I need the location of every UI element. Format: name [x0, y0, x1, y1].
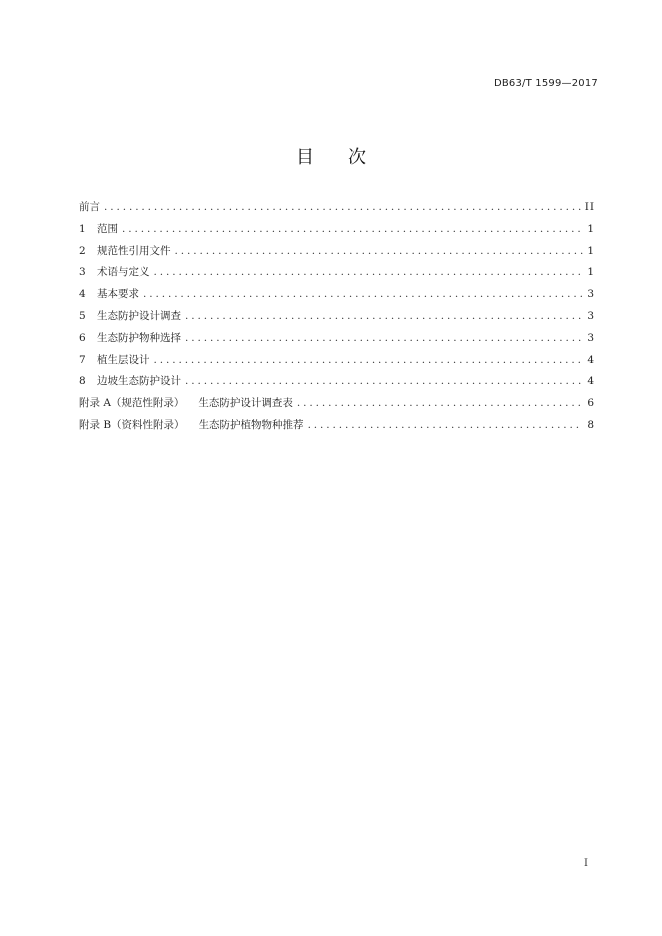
toc-leader-dots	[104, 201, 581, 213]
page-number: I	[584, 858, 588, 869]
toc-leader-dots	[143, 288, 583, 300]
toc-page-number: 6	[587, 397, 595, 410]
toc-entry-number: 8	[79, 375, 86, 388]
toc-entry-vegetation-layer[interactable]	[79, 352, 595, 374]
toc-page-number: 3	[587, 288, 595, 301]
toc-entry-label: 边坡生态防护设计	[97, 375, 181, 388]
toc-entry-label: 植生层设计	[97, 353, 150, 366]
toc-page-number: 1	[587, 222, 595, 235]
toc-appendix-prefix: 附录 A（规范性附录）	[79, 397, 185, 410]
toc-entry-number: 6	[79, 331, 86, 344]
toc-page-number: 4	[587, 375, 595, 388]
toc-entry-number: 7	[79, 353, 86, 366]
toc-entry-label: 前言	[79, 201, 100, 213]
toc-leader-dots	[297, 397, 583, 409]
toc-leader-dots	[154, 354, 584, 366]
toc-page-number: 3	[587, 331, 595, 344]
toc-entry-label: 生态防护设计调查表	[198, 397, 293, 410]
toc-entry-design-survey[interactable]	[79, 308, 595, 330]
toc-leader-dots	[185, 375, 583, 387]
toc-entry-label: 术语与定义	[97, 266, 150, 279]
toc-leader-dots	[154, 266, 584, 278]
toc-entry-slope-protection[interactable]	[79, 373, 595, 395]
toc-page-number: 4	[587, 353, 595, 366]
toc-entry-label: 范围	[97, 222, 118, 235]
toc-entry-species-selection[interactable]	[79, 330, 595, 352]
toc-page-number: 1	[587, 266, 595, 279]
toc-entry-scope[interactable]	[79, 221, 595, 243]
toc-entry-appendix-b[interactable]	[79, 417, 595, 439]
toc-entry-number: 5	[79, 309, 86, 322]
title-char-2: 次	[348, 147, 366, 168]
toc-entry-foreword[interactable]	[79, 199, 595, 221]
toc-appendix-prefix: 附录 B（资料性附录）	[79, 418, 185, 431]
toc-entry-number: 2	[79, 244, 86, 257]
toc-entry-label: 基本要求	[97, 288, 139, 301]
toc-entry-label: 生态防护物种选择	[97, 331, 181, 344]
table-of-contents	[79, 199, 595, 439]
toc-entry-basic-requirements[interactable]	[79, 286, 595, 308]
toc-leader-dots	[185, 310, 583, 322]
toc-page-number: II	[584, 201, 595, 213]
toc-entry-label: 生态防护植物物种推荐	[198, 418, 304, 431]
toc-entry-normative-references[interactable]	[79, 243, 595, 265]
toc-page-number: 8	[587, 418, 595, 431]
toc-entry-number: 3	[79, 266, 86, 279]
toc-page-number: 1	[587, 244, 595, 257]
document-code: DB63/T 1599—2017	[493, 78, 598, 89]
toc-leader-dots	[175, 245, 584, 257]
page-title	[0, 143, 662, 169]
toc-entry-appendix-a[interactable]	[79, 395, 595, 417]
toc-page-number: 3	[587, 309, 595, 322]
toc-leader-dots	[185, 332, 583, 344]
toc-entry-label: 规范性引用文件	[97, 244, 171, 257]
title-char-1: 目	[296, 147, 314, 168]
toc-leader-dots	[308, 419, 583, 431]
toc-entry-terms-definitions[interactable]	[79, 264, 595, 286]
toc-entry-number: 4	[79, 288, 86, 301]
toc-leader-dots	[122, 223, 583, 235]
toc-entry-number: 1	[79, 222, 86, 235]
toc-entry-label: 生态防护设计调查	[97, 309, 181, 322]
